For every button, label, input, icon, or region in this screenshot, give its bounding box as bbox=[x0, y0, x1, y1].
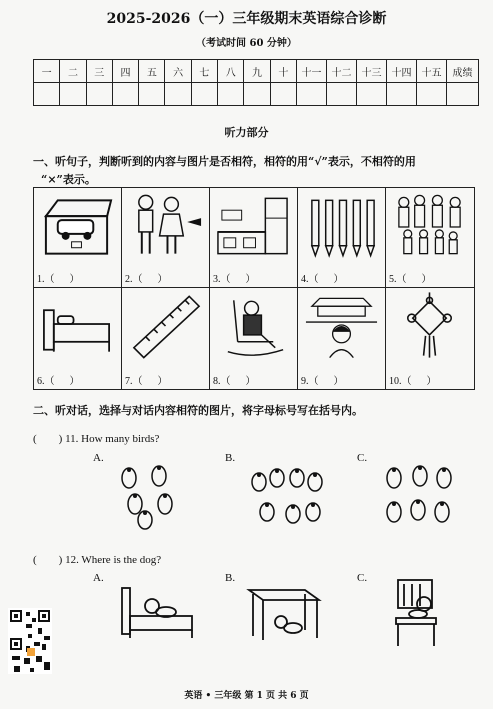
score-cell[interactable] bbox=[417, 83, 447, 106]
score-cell[interactable] bbox=[387, 83, 417, 106]
score-cell[interactable] bbox=[112, 83, 138, 106]
part2-instruction: 二、听对话，选择与对话内容相符的图片，将字母标号写在括号内。 bbox=[33, 404, 363, 417]
score-header: 十二 bbox=[327, 60, 357, 83]
answer-label[interactable]: 6.（ ） bbox=[37, 376, 80, 387]
answer-label[interactable]: 2.（ ） bbox=[125, 274, 168, 285]
picture-cell-9 bbox=[298, 288, 386, 389]
answer-label[interactable]: 8.（ ） bbox=[213, 376, 256, 387]
picture-grid bbox=[33, 187, 475, 390]
exam-title: 2025-2026（一）三年级期末英语综合诊断 bbox=[106, 11, 387, 27]
qr-code-icon bbox=[8, 608, 52, 674]
dog-on-bed-icon bbox=[118, 582, 198, 642]
score-cell[interactable] bbox=[327, 83, 357, 106]
score-cell[interactable] bbox=[191, 83, 217, 106]
birds-option-a-icon bbox=[115, 460, 185, 532]
score-header: 十四 bbox=[387, 60, 417, 83]
answer-label[interactable]: 5.（ ） bbox=[389, 274, 432, 285]
option-c-label[interactable]: C. bbox=[357, 452, 368, 464]
picture-cell-6 bbox=[34, 288, 122, 389]
answer-label[interactable]: 1.（ ） bbox=[37, 274, 80, 285]
score-cell[interactable] bbox=[297, 83, 327, 106]
score-cell[interactable] bbox=[357, 83, 387, 106]
dog-on-chair-icon bbox=[390, 576, 446, 648]
answer-label[interactable]: 10.（ ） bbox=[389, 376, 437, 387]
score-cell[interactable] bbox=[60, 83, 86, 106]
dog-under-table-icon bbox=[245, 580, 323, 642]
family-icon bbox=[390, 192, 469, 260]
boy-and-girl-icon bbox=[126, 192, 205, 260]
girl-at-tiananmen-icon bbox=[302, 292, 381, 360]
part1-instruction-line2: “×”表示。 bbox=[41, 173, 96, 186]
picture-cell-1 bbox=[34, 188, 122, 288]
picture-cell-5 bbox=[386, 188, 474, 288]
answer-label[interactable]: 9.（ ） bbox=[301, 376, 344, 387]
score-header: 八 bbox=[218, 60, 244, 83]
score-table-header-row bbox=[34, 60, 479, 83]
section-title: 听力部分 bbox=[224, 126, 269, 139]
score-cell[interactable] bbox=[139, 83, 165, 106]
answer-label[interactable]: 4.（ ） bbox=[301, 274, 344, 285]
score-header: 三 bbox=[86, 60, 112, 83]
answer-label[interactable]: 7.（ ） bbox=[125, 376, 168, 387]
question-12[interactable]: ( ) 12. Where is the dog? bbox=[33, 554, 162, 566]
ruler-icon bbox=[126, 292, 205, 360]
score-header: 十一 bbox=[297, 60, 327, 83]
score-cell[interactable] bbox=[34, 83, 60, 106]
option-b-label[interactable]: B. bbox=[225, 572, 236, 584]
chinese-knot-icon bbox=[390, 292, 469, 360]
score-cell[interactable] bbox=[270, 83, 296, 106]
score-cell[interactable] bbox=[86, 83, 112, 106]
part1-instruction-line1: 一、听句子，判断听到的内容与图片是否相符，相符的用“√”表示，不相符的用 bbox=[33, 155, 416, 168]
score-cell[interactable] bbox=[447, 83, 479, 106]
exam-duration: （考试时间 60 分钟） bbox=[196, 38, 297, 49]
bed-icon bbox=[38, 292, 117, 360]
part1-instruction bbox=[33, 153, 479, 189]
score-cell[interactable] bbox=[244, 83, 270, 106]
score-header: 成绩 bbox=[447, 60, 479, 83]
score-header: 四 bbox=[112, 60, 138, 83]
picture-cell-2 bbox=[122, 188, 210, 288]
option-a-label[interactable]: A. bbox=[93, 572, 104, 584]
score-cell[interactable] bbox=[218, 83, 244, 106]
birds-option-c-icon bbox=[380, 460, 460, 532]
score-header: 七 bbox=[191, 60, 217, 83]
picture-cell-7 bbox=[122, 288, 210, 389]
score-table bbox=[33, 59, 479, 106]
option-c-label[interactable]: C. bbox=[357, 572, 368, 584]
birds-option-b-icon bbox=[247, 460, 327, 532]
pens-icon bbox=[302, 192, 381, 260]
score-header: 十 bbox=[270, 60, 296, 83]
score-cell[interactable] bbox=[165, 83, 191, 106]
score-table-blank-row bbox=[34, 83, 479, 106]
score-header: 十五 bbox=[417, 60, 447, 83]
page-footer: 英语 • 三年级 第 1 页 共 6 页 bbox=[184, 691, 309, 701]
option-a-label[interactable]: A. bbox=[93, 452, 104, 464]
picture-cell-4 bbox=[298, 188, 386, 288]
toy-car-in-box-icon bbox=[38, 192, 117, 260]
question-11[interactable]: ( ) 11. How many birds? bbox=[33, 433, 160, 445]
kitchen-icon bbox=[214, 192, 293, 260]
score-header: 六 bbox=[165, 60, 191, 83]
option-b-label[interactable]: B. bbox=[225, 452, 236, 464]
picture-cell-10 bbox=[386, 288, 474, 389]
grandpa-rocking-chair-icon bbox=[214, 292, 293, 360]
answer-label[interactable]: 3.（ ） bbox=[213, 274, 256, 285]
picture-cell-8 bbox=[210, 288, 298, 389]
score-header: 十三 bbox=[357, 60, 387, 83]
score-header: 五 bbox=[139, 60, 165, 83]
picture-cell-3 bbox=[210, 188, 298, 288]
score-header: 九 bbox=[244, 60, 270, 83]
score-header: 二 bbox=[60, 60, 86, 83]
score-header: 一 bbox=[34, 60, 60, 83]
